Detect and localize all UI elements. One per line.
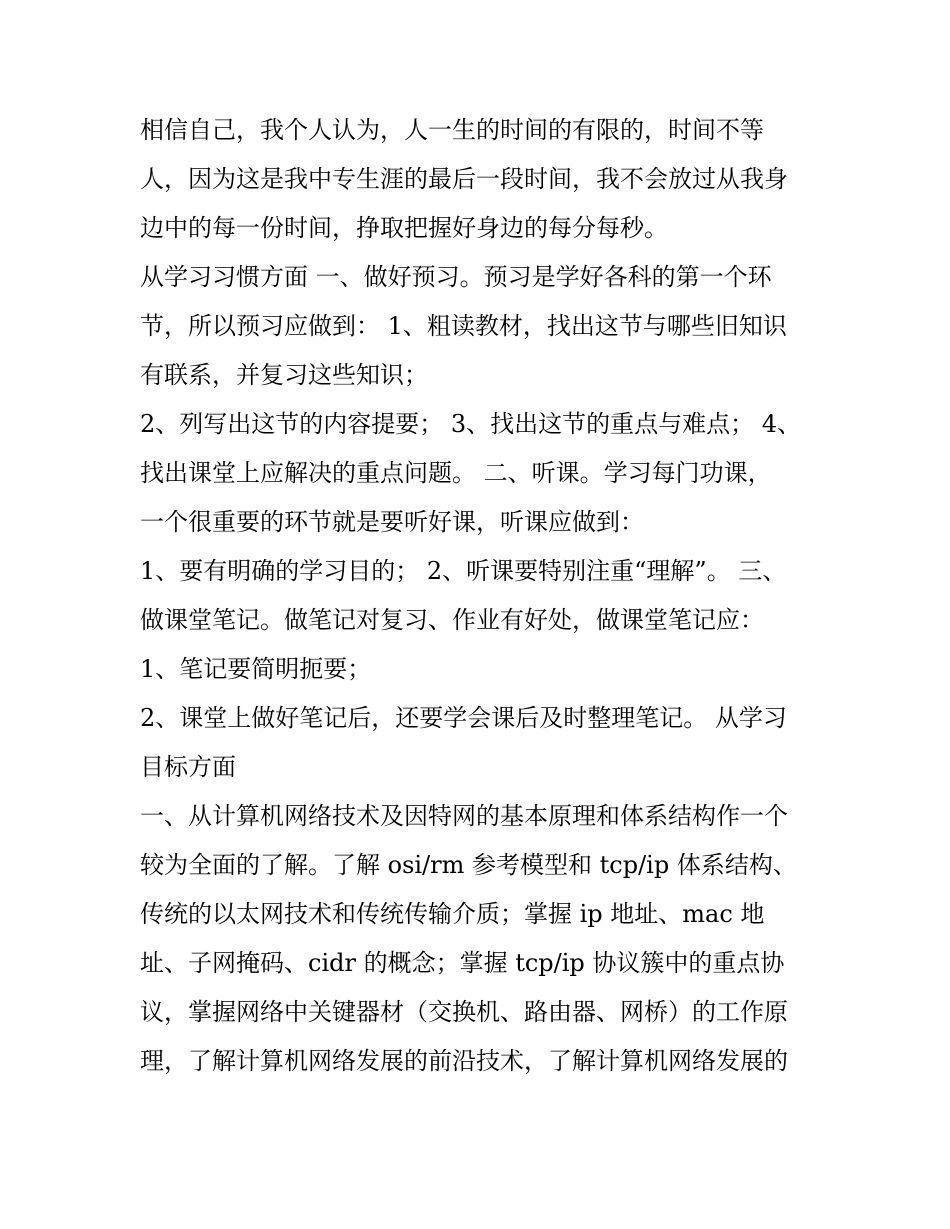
text-line: 有联系，并复习这些知识； xyxy=(140,361,428,389)
text-line: 传统的以太网技术和传统传输介质；掌握 ip 地址、mac 地 xyxy=(140,900,765,928)
text-line: 边中的每一份时间，挣取把握好身边的每分每秒。 xyxy=(140,214,668,242)
text-line: 理，了解计算机网络发展的前沿技术，了解计算机网络发展的 xyxy=(140,1047,788,1075)
text-line: 一个很重要的环节就是要听好课，听课应做到： xyxy=(140,508,644,536)
text-line: 1、笔记要简明扼要； xyxy=(140,655,372,683)
document-body xyxy=(140,106,820,1086)
text-line: 1、要有明确的学习目的； 2、听课要特别注重“理解”。 三、 xyxy=(140,557,787,585)
text-line: 目标方面 xyxy=(140,753,236,781)
text-line: 从学习习惯方面 一、做好预习。预习是学好各科的第一个环 xyxy=(140,263,772,291)
text-line: 2、课堂上做好笔记后，还要学会课后及时整理笔记。 从学习 xyxy=(140,704,787,732)
text-line: 做课堂笔记。做笔记对复习、作业有好处，做课堂笔记应： xyxy=(140,606,764,634)
text-line: 一、从计算机网络技术及因特网的基本原理和体系结构作一个 xyxy=(140,802,788,830)
text-line: 人，因为这是我中专生涯的最后一段时间，我不会放过从我身 xyxy=(140,165,788,193)
text-line: 相信自己，我个人认为，人一生的时间的有限的，时间不等 xyxy=(140,116,764,144)
text-line: 较为全面的了解。了解 osi/rm 参考模型和 tcp/ip 体系结构、 xyxy=(140,851,797,879)
text-line: 找出课堂上应解决的重点问题。 二、听课。学习每门功课， xyxy=(140,459,772,487)
text-line: 节，所以预习应做到： 1、粗读教材，找出这节与哪些旧知识 xyxy=(140,312,787,340)
text-line: 议，掌握网络中关键器材（交换机、路由器、网桥）的工作原 xyxy=(140,998,788,1026)
text-line: 址、子网掩码、cidr 的概念；掌握 tcp/ip 协议簇中的重点协 xyxy=(140,949,785,977)
text-line: 2、列写出这节的内容提要； 3、找出这节的重点与难点； 4、 xyxy=(140,410,802,438)
